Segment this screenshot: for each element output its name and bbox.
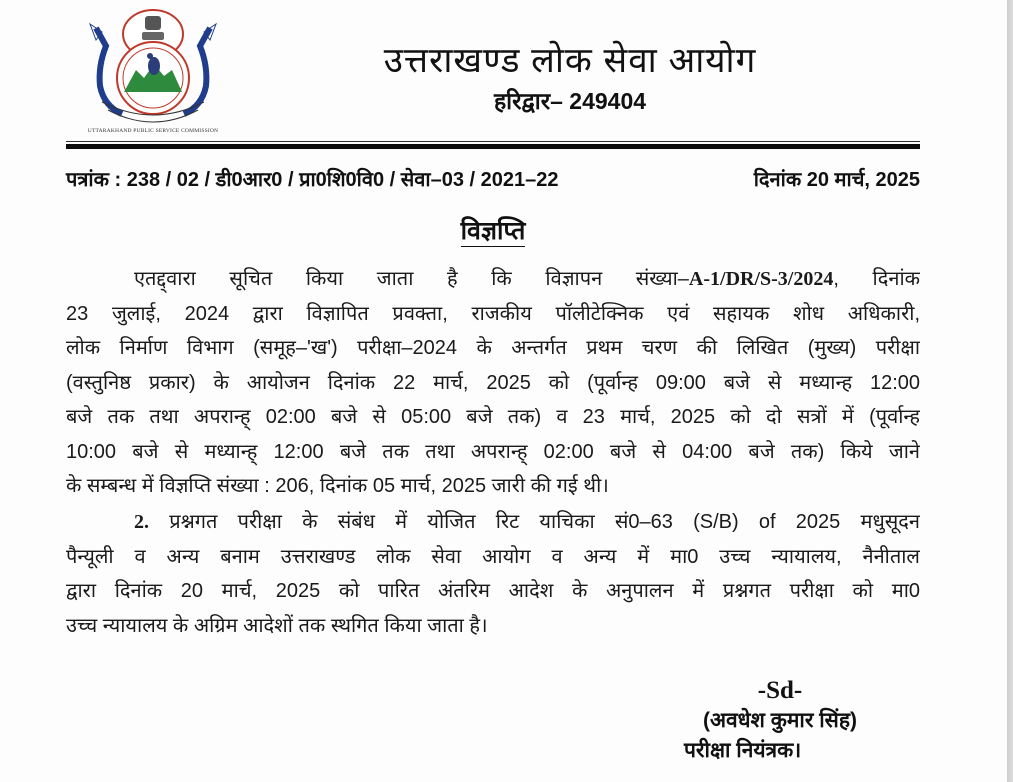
paragraph-2-line: पैन्यूली व अन्य बनाम उत्तराखण्ड लोक सेवा आयोग व अन्य में मा0 उच्च न्यायालय, नैनीताल — [66, 545, 920, 568]
logo-caption: UTTARAKHAND PUBLIC SERVICE COMMISSION — [87, 128, 219, 134]
signature-block — [660, 676, 900, 766]
reference-line — [66, 165, 920, 192]
commission-logo-icon — [78, 6, 228, 138]
paragraph-1-line: के सम्बन्ध में विज्ञप्ति संख्या : 206, दिनांक 05 मार्च, 2025 जारी की गई थी। — [66, 475, 609, 497]
paragraph-2-line: उच्च न्यायालय के अग्रिम आदेशों तक स्थगित किया जाता है। — [66, 614, 488, 637]
paragraph-1-line: एतद्द्वारा सूचित किया जाता है कि विज्ञापन संख्या–A-1/DR/S-3/2024, दिनांक — [134, 268, 920, 290]
notice-paragraph-2 — [66, 505, 920, 643]
notice-heading — [0, 213, 986, 247]
header-divider-thick — [66, 144, 920, 149]
paragraph-1-line: लोक निर्माण विभाग (समूह–'ख') परीक्षा–2024 के अन्तर्गत प्रथम चरण की लिखित (मुख्य) परीक्षा — [66, 337, 920, 359]
paragraph-2-line: द्वारा दिनांक 20 मार्च, 2025 को पारित अंतरिम आदेश के अनुपालन में प्रश्नगत परीक्षा को मा0 — [66, 580, 920, 602]
organization-title: उत्तराखण्ड लोक सेवा आयोग — [383, 41, 757, 80]
signatory-name: (अवधेश कुमार सिंह) — [702, 709, 858, 732]
paragraph-2-line: 2. प्रश्नगत परीक्षा के संबंध में योजित रिट याचिका सं0–63 (S/B) of 2025 मधुसूदन — [134, 511, 920, 533]
reference-number: पत्रांक : 238 / 02 / डी0आर0 / प्रा0शि0वि0 / सेवा–03 / 2021–22 — [66, 169, 559, 191]
paragraph-1-line: 10:00 बजे से मध्यान्ह् 12:00 बजे तक तथा अपरान्ह् 02:00 बजे से 04:00 बजे तक) किये जाने — [66, 440, 920, 463]
signature-mark: -Sd- — [757, 677, 803, 704]
advertisement-number: A-1/DR/S-3/2024 — [688, 268, 834, 290]
organization-location: हरिद्वार– 249404 — [493, 88, 647, 114]
signatory-designation: परीक्षा नियंत्रक। — [684, 739, 802, 762]
paragraph-number: 2. — [134, 511, 149, 533]
page-edge — [1007, 0, 1013, 782]
notice-paragraph-1 — [66, 262, 920, 504]
notice-heading-text: विज्ञप्ति — [460, 217, 526, 245]
reference-date: दिनांक 20 मार्च, 2025 — [753, 169, 920, 191]
paragraph-1-line: बजे तक तथा अपरान्ह् 02:00 बजे से 05:00 बजे तक) व 23 मार्च, 2025 को दो सत्रों में (पूर्वान्ह — [66, 406, 920, 428]
header-divider-thin — [66, 141, 920, 142]
paragraph-1-line: 23 जुलाई, 2024 द्वारा विज्ञापित प्रवक्ता, राजकीय पॉलीटेक्निक एवं सहायक शोध अधिकारी, — [66, 302, 920, 325]
paragraph-1-line: (वस्तुनिष्ठ प्रकार) के आयोजन दिनांक 22 मार्च, 2025 को (पूर्वान्ह 09:00 बजे से मध्यान्ह 12:00 — [66, 371, 920, 394]
